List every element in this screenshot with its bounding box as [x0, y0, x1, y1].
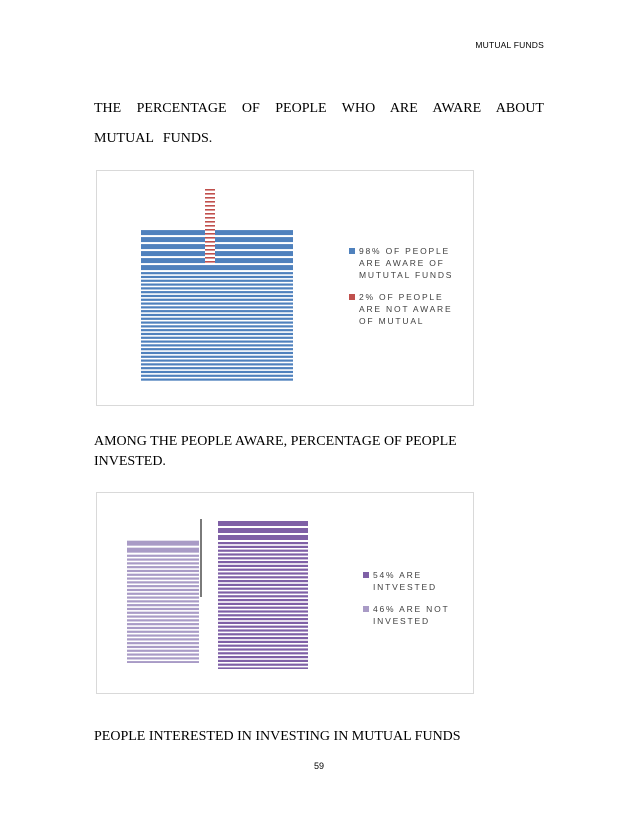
legend-swatch-not-aware	[349, 294, 355, 300]
investment-legend	[363, 569, 463, 637]
heading-invested: AMONG THE PEOPLE AWARE, PERCENTAGE OF PEOPLE INVESTED.	[94, 434, 457, 469]
legend-item-invested	[363, 569, 463, 593]
legend-swatch-invested	[363, 572, 369, 578]
heading-awareness: THE PERCENTAGE OF PEOPLE WHO ARE AWARE ABOUT MUTUAL FUNDS.	[94, 101, 544, 146]
running-header: MUTUAL FUNDS	[475, 40, 544, 50]
investment-chart	[96, 492, 474, 694]
heading-interested: PEOPLE INTERESTED IN INVESTING IN MUTUAL FUNDS	[94, 729, 461, 744]
page-number: 59	[313, 761, 324, 771]
legend-swatch-aware	[349, 248, 355, 254]
legend-item-not-invested	[363, 603, 463, 627]
bar-aware	[141, 230, 293, 381]
bar-invested	[218, 521, 308, 669]
legend-label-invested: 54% ARE INTVESTED	[373, 570, 437, 592]
awareness-chart	[96, 170, 474, 406]
bar-not-invested	[127, 541, 199, 663]
legend-item-not-aware	[349, 291, 469, 327]
bar-not-aware	[205, 189, 215, 265]
legend-label-aware: 98% OF PEOPLE ARE AWARE OF MUTUTAL FUNDS	[359, 246, 454, 280]
legend-item-aware	[349, 245, 469, 281]
legend-label-not-invested: 46% ARE NOT INVESTED	[373, 604, 450, 626]
awareness-legend	[349, 245, 469, 337]
legend-swatch-not-invested	[363, 606, 369, 612]
legend-label-not-aware: 2% OF PEOPLE ARE NOT AWARE OF MUTUAL	[359, 292, 453, 326]
